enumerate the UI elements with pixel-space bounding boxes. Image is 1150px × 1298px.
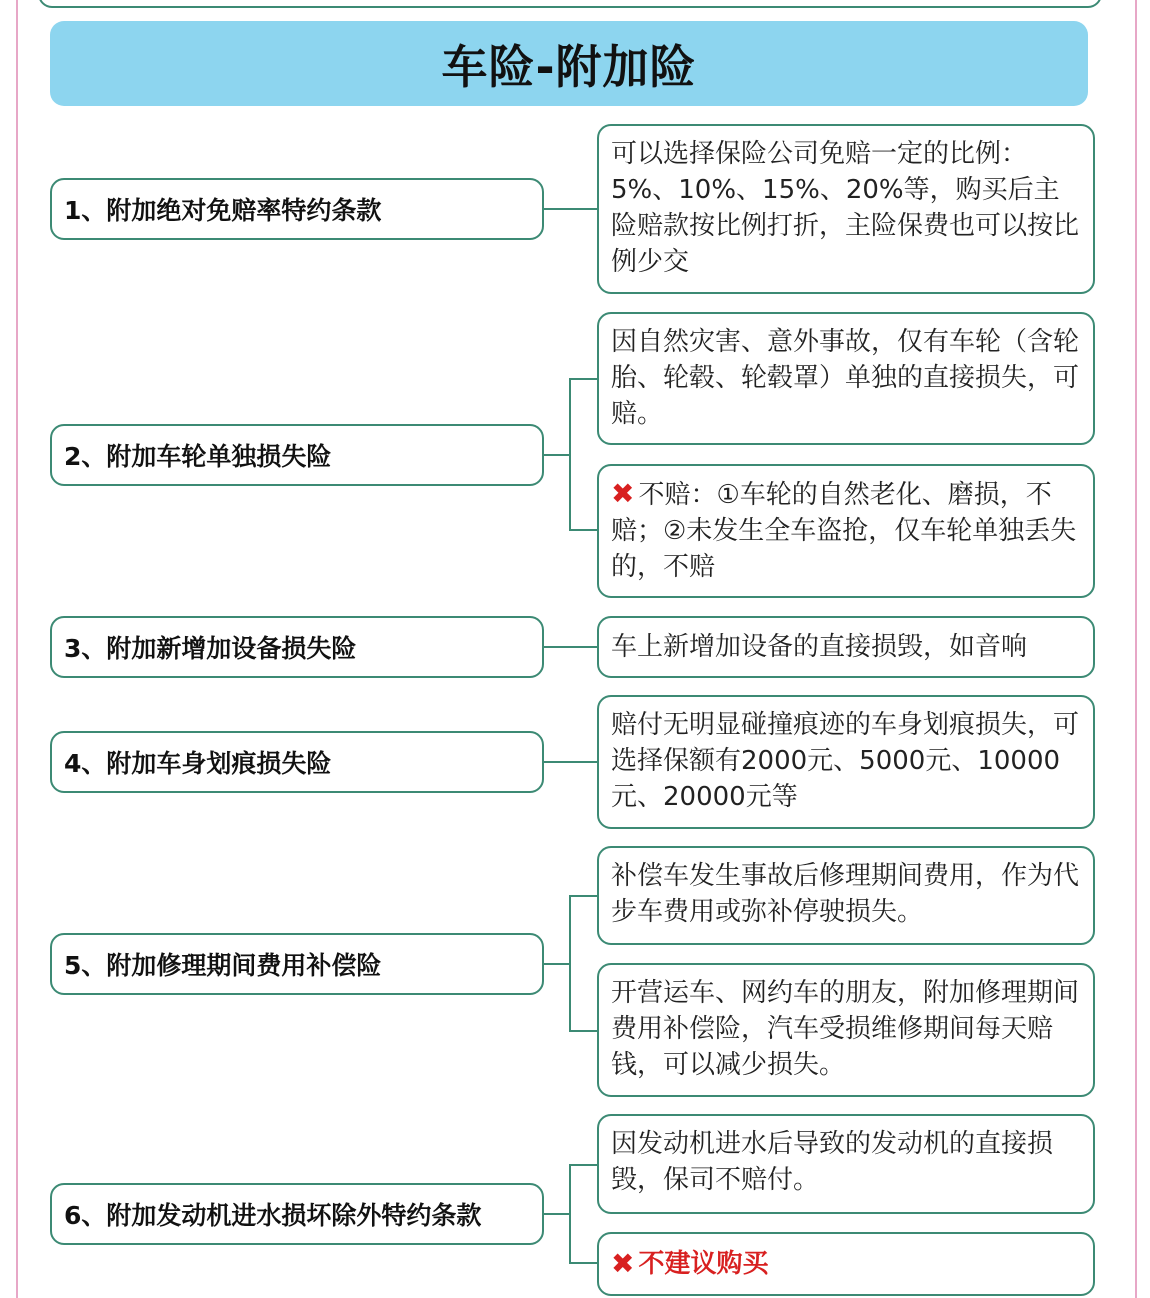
connector-2b xyxy=(569,529,597,531)
connector-6a xyxy=(569,1164,597,1166)
connector-5a xyxy=(569,895,597,897)
connector-2-branch xyxy=(569,378,571,530)
connector-6b xyxy=(569,1262,597,1264)
connector-5-branch xyxy=(569,895,571,1031)
connector-5b xyxy=(569,1030,597,1032)
page-frame-right xyxy=(1135,0,1137,1298)
item-label-2: 2、附加车轮单独损失险 xyxy=(50,424,544,486)
item-label-6: 6、附加发动机进水损坏除外特约条款 xyxy=(50,1183,544,1245)
item-6-note: 因发动机进水后导致的发动机的直接损毁，保司不赔付。 xyxy=(597,1114,1095,1214)
item-label-3: 3、附加新增加设备损失险 xyxy=(50,616,544,678)
connector-6-branch xyxy=(569,1164,571,1263)
connector-2 xyxy=(544,454,570,456)
connector-3 xyxy=(544,646,597,648)
cross-icon: ✖ xyxy=(611,1247,635,1280)
item-5-note-b: 开营运车、网约车的朋友，附加修理期间费用补偿险，汽车受损维修期间每天赔钱，可以减少损失。 xyxy=(597,963,1095,1097)
item-1-note: 可以选择保险公司免赔一定的比例：5%、10%、15%、20%等，购买后主险赔款按比例打折，主险保费也可以按比例少交 xyxy=(597,124,1095,294)
previous-section-box xyxy=(38,0,1102,8)
section-title: 车险-附加险 xyxy=(441,39,697,94)
item-label-5: 5、附加修理期间费用补偿险 xyxy=(50,933,544,995)
item-2-warning xyxy=(597,464,1095,598)
item-6-advice-text: 不建议购买 xyxy=(638,1249,769,1279)
section-title-bar xyxy=(50,21,1088,106)
connector-4 xyxy=(544,761,597,763)
item-4-note: 赔付无明显碰撞痕迹的车身划痕损失，可选择保额有2000元、5000元、10000元、20000元等 xyxy=(597,695,1095,829)
connector-1 xyxy=(544,208,597,210)
item-label-4: 4、附加车身划痕损失险 xyxy=(50,731,544,793)
item-2-warning-text: 不赔：①车轮的自然老化、磨损，不赔；②未发生全车盗抢，仅车轮单独丢失的，不赔 xyxy=(611,480,1077,582)
connector-5 xyxy=(544,963,570,965)
item-2-note: 因自然灾害、意外事故，仅有车轮（含轮胎、轮毂、轮毂罩）单独的直接损失，可赔。 xyxy=(597,312,1095,445)
page-frame-left xyxy=(16,0,18,1298)
connector-2a xyxy=(569,378,597,380)
cross-icon: ✖ xyxy=(611,477,635,510)
item-5-note-a: 补偿车发生事故后修理期间费用，作为代步车费用或弥补停驶损失。 xyxy=(597,846,1095,945)
connector-6 xyxy=(544,1213,570,1215)
item-label-1: 1、附加绝对免赔率特约条款 xyxy=(50,178,544,240)
item-6-advice xyxy=(597,1232,1095,1296)
item-3-note: 车上新增加设备的直接损毁，如音响 xyxy=(597,616,1095,678)
